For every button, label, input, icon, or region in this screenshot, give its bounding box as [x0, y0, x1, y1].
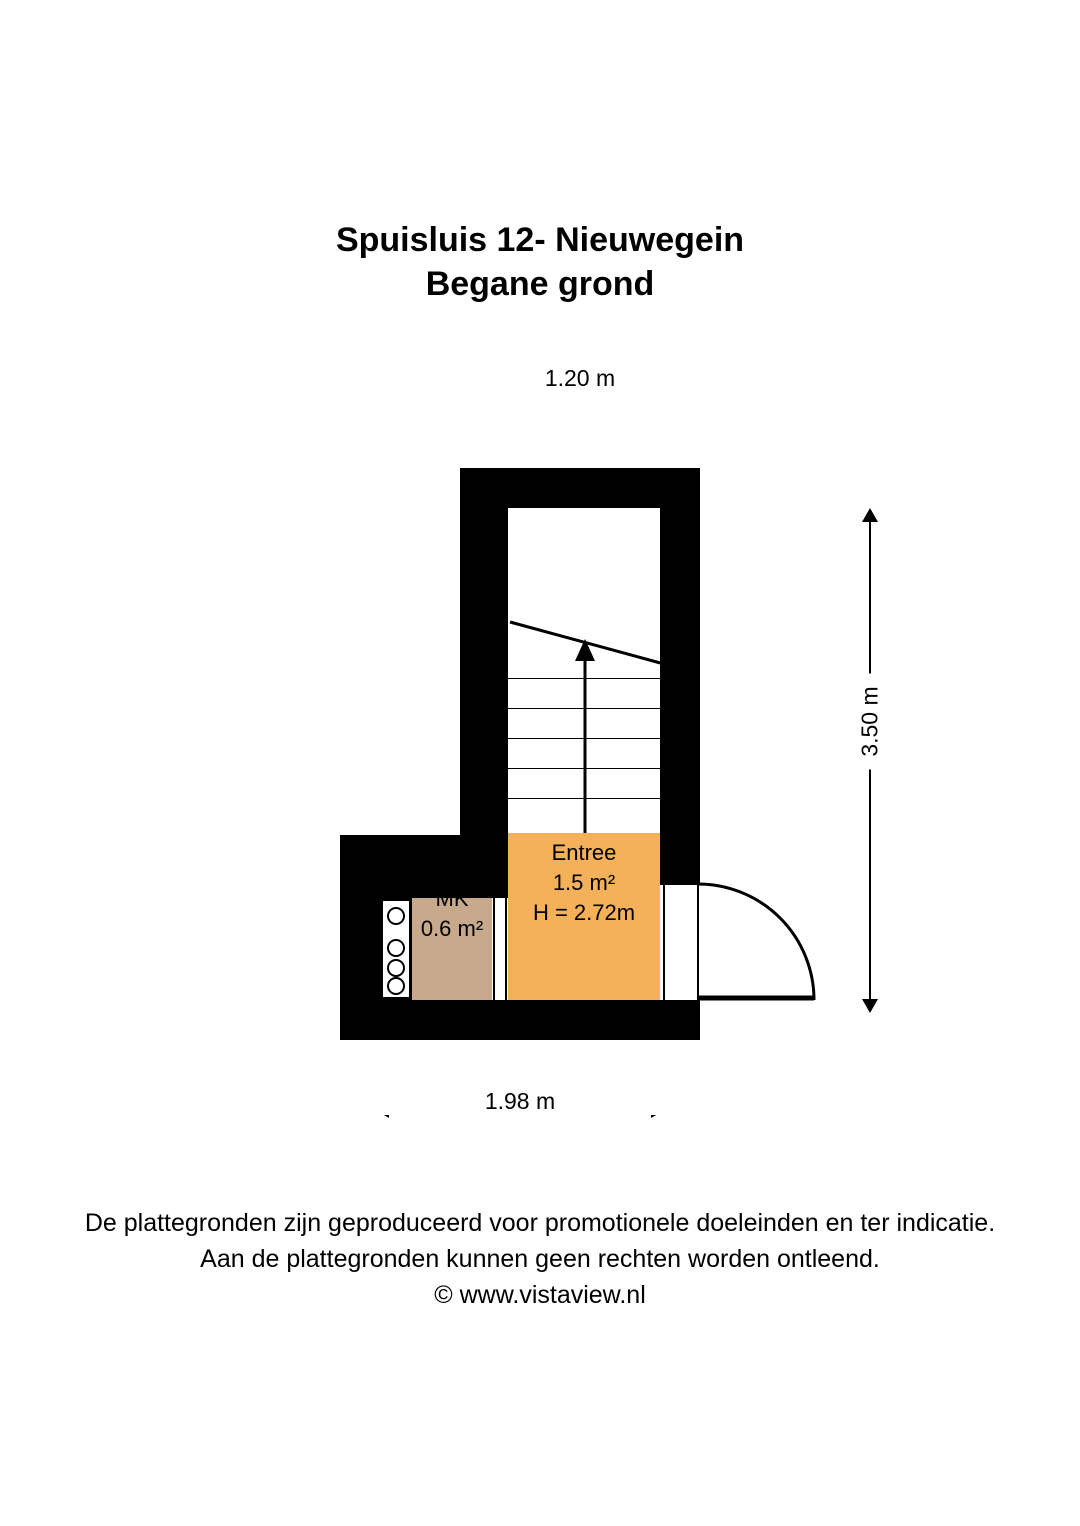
title-floor: Begane grond — [425, 265, 655, 303]
room-label-mk — [392, 884, 512, 944]
dimension-right — [845, 508, 895, 1013]
room-entree-area: 1.5 m² — [552, 870, 616, 895]
floor-plan — [330, 460, 830, 1060]
footer-line-2: Aan de plattegronden kunnen geen rechten worden ontleend. — [200, 1245, 880, 1273]
page-title — [0, 218, 1080, 306]
dimension-top — [480, 365, 680, 397]
room-label-entree — [508, 838, 660, 928]
dimension-top-label: 1.20 m — [480, 365, 680, 392]
title-address: Spuisluis 12- Nieuwegein — [335, 221, 745, 259]
footer-line-3: © www.vistaview.nl — [434, 1281, 646, 1309]
dimension-right-label: 3.50 m — [857, 674, 884, 770]
room-mk-area: 0.6 m² — [420, 916, 484, 941]
footer-line-1: De plattegronden zijn geproduceerd voor promotionele doeleinden en ter indicatie. — [84, 1209, 996, 1237]
footer-disclaimer — [0, 1205, 1080, 1313]
room-entree-height: H = 2.72m — [532, 900, 636, 925]
arrow-up-icon — [862, 508, 878, 522]
room-entree-name: Entree — [551, 840, 617, 865]
stair-direction-arrow-icon — [570, 635, 600, 835]
entrance-door-swing-icon — [658, 880, 818, 1010]
arrow-down-icon — [862, 999, 878, 1013]
dimension-bottom-label: 1.98 m — [375, 1088, 665, 1115]
dimension-bottom — [375, 1088, 665, 1122]
room-mk-name: MK — [435, 886, 469, 911]
